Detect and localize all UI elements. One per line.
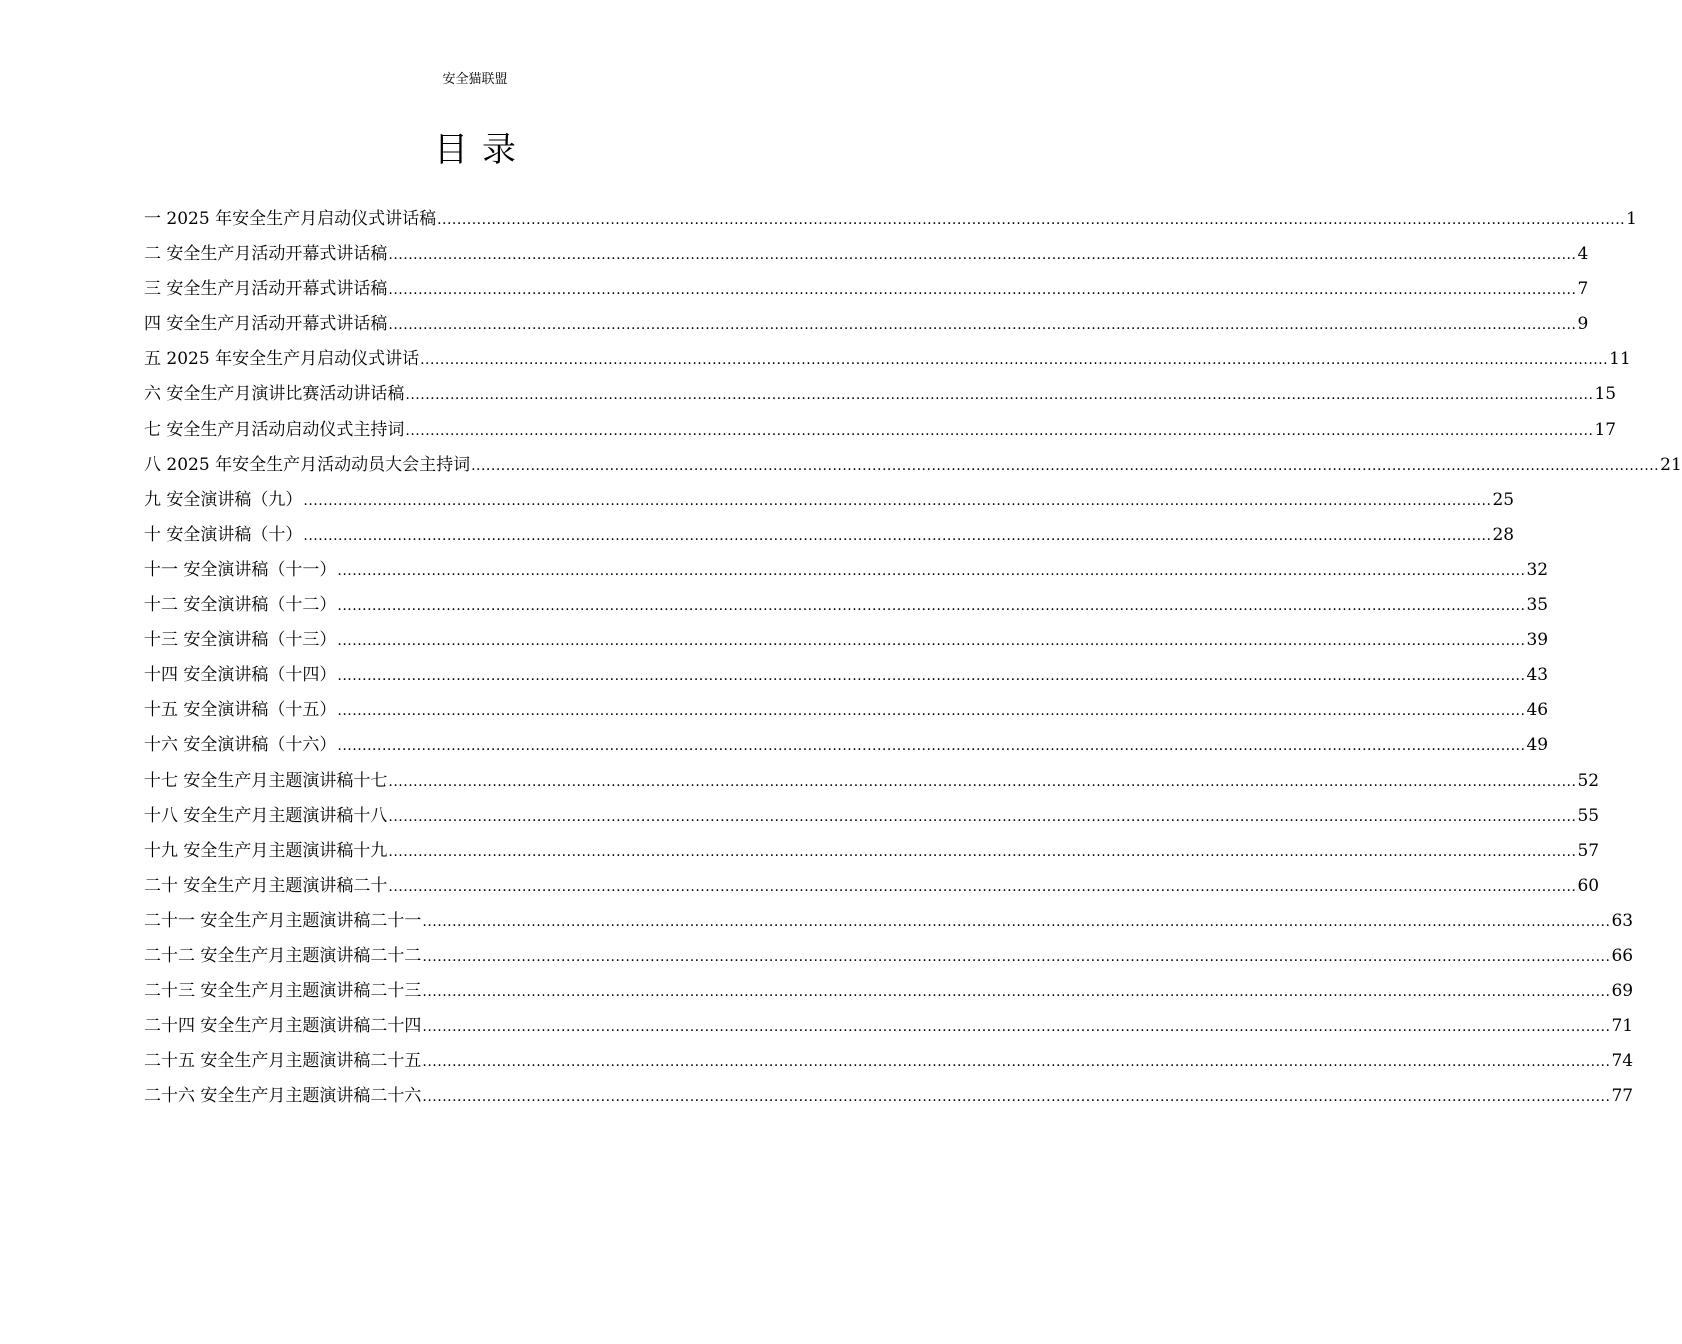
- toc-entry-page: 74: [1611, 1051, 1634, 1072]
- toc-entry[interactable]: [144, 799, 1600, 834]
- toc-entry-page: 55: [1577, 805, 1600, 826]
- toc-entry-label: 十九 安全生产月主题演讲稿十九: [144, 840, 388, 861]
- toc-leader-dots: ................................................................................................................................................................................................................................................: [337, 668, 1526, 685]
- toc-leader-dots: ................................................................................................................................................................................................................................................: [388, 282, 1577, 299]
- toc-entry-page: 4: [1577, 244, 1589, 265]
- toc-entry-label: 二 安全生产月活动开幕式讲话稿: [144, 244, 388, 265]
- toc-entry-page: 57: [1577, 840, 1600, 861]
- toc-entry-page: 71: [1611, 1016, 1634, 1037]
- toc-leader-dots: ................................................................................................................................................................................................................................................: [422, 984, 1611, 1001]
- toc-leader-dots: ................................................................................................................................................................................................................................................: [303, 492, 1492, 509]
- toc-entry-page: 46: [1526, 700, 1549, 721]
- toc-entry-label: 二十 安全生产月主题演讲稿二十: [144, 875, 388, 896]
- toc-entry[interactable]: [144, 377, 1617, 412]
- toc-entry-page: 21: [1660, 454, 1682, 475]
- toc-entry-page: 35: [1526, 595, 1549, 616]
- toc-leader-dots: ................................................................................................................................................................................................................................................: [388, 843, 1577, 860]
- toc-entry[interactable]: [144, 1009, 1634, 1044]
- toc-leader-dots: ................................................................................................................................................................................................................................................: [337, 598, 1526, 615]
- toc-entry-page: 9: [1577, 314, 1589, 335]
- toc-entry[interactable]: [144, 307, 1589, 342]
- toc-leader-dots: ................................................................................................................................................................................................................................................: [471, 457, 1660, 474]
- toc-entry-label: 三 安全生产月活动开幕式讲话稿: [144, 279, 388, 300]
- toc-entry[interactable]: [144, 518, 1515, 553]
- toc-entry[interactable]: [144, 483, 1515, 518]
- toc-entry-label: 八 2025 年安全生产月活动动员大会主持词: [144, 454, 471, 475]
- toc-entry[interactable]: [144, 869, 1600, 904]
- toc-entry-label: 二十四 安全生产月主题演讲稿二十四: [144, 1016, 422, 1037]
- toc-entry-page: 17: [1594, 419, 1617, 440]
- toc-entry-page: 1: [1626, 209, 1637, 229]
- toc-leader-dots: ................................................................................................................................................................................................................................................: [337, 703, 1526, 720]
- toc-leader-dots: ................................................................................................................................................................................................................................................: [405, 387, 1594, 404]
- toc-entry-page: 63: [1611, 910, 1634, 931]
- toc-entry[interactable]: [144, 904, 1634, 939]
- toc-leader-dots: ................................................................................................................................................................................................................................................: [337, 633, 1526, 650]
- toc-entry[interactable]: [144, 342, 1631, 377]
- toc-entry[interactable]: [144, 658, 1549, 693]
- toc-entry[interactable]: [144, 448, 1682, 483]
- toc-leader-dots: ................................................................................................................................................................................................................................................: [388, 317, 1577, 334]
- toc-entry-label: 二十五 安全生产月主题演讲稿二十五: [144, 1051, 422, 1072]
- toc-entry[interactable]: [144, 623, 1549, 658]
- toc-leader-dots: ................................................................................................................................................................................................................................................: [420, 352, 1609, 369]
- toc-entry-label: 九 安全演讲稿（九）: [144, 489, 303, 510]
- toc-entry-page: 49: [1526, 735, 1549, 756]
- toc-entry-label: 二十三 安全生产月主题演讲稿二十三: [144, 981, 422, 1002]
- toc-leader-dots: ................................................................................................................................................................................................................................................: [388, 773, 1577, 790]
- toc-entry-page: 66: [1611, 945, 1634, 966]
- toc-entry-label: 十 安全演讲稿（十）: [144, 524, 303, 545]
- toc-entry-label: 四 安全生产月活动开幕式讲话稿: [144, 314, 388, 335]
- toc-entry[interactable]: [144, 764, 1600, 799]
- toc-entry[interactable]: [144, 202, 1637, 237]
- toc-entry-label: 二十六 安全生产月主题演讲稿二十六: [144, 1086, 422, 1107]
- toc-entry[interactable]: [144, 272, 1589, 307]
- toc-leader-dots: ................................................................................................................................................................................................................................................: [388, 878, 1577, 895]
- toc-entry-page: 11: [1609, 349, 1631, 370]
- toc-entry[interactable]: [144, 588, 1549, 623]
- toc-entry[interactable]: [144, 728, 1549, 763]
- toc-entry-label: 十一 安全演讲稿（十一）: [144, 559, 337, 580]
- toc-leader-dots: ................................................................................................................................................................................................................................................: [422, 1054, 1611, 1071]
- toc-leader-dots: ................................................................................................................................................................................................................................................: [337, 738, 1526, 755]
- toc-entry-label: 十六 安全演讲稿（十六）: [144, 735, 337, 756]
- toc-entry-page: 69: [1611, 981, 1634, 1002]
- toc-entry-label: 十三 安全演讲稿（十三）: [144, 630, 337, 651]
- toc-leader-dots: ................................................................................................................................................................................................................................................: [437, 212, 1626, 228]
- toc-entry[interactable]: [144, 693, 1549, 728]
- table-of-contents: [144, 202, 1682, 1114]
- toc-entry[interactable]: [144, 553, 1549, 588]
- toc-leader-dots: ................................................................................................................................................................................................................................................: [422, 948, 1611, 965]
- toc-entry-label: 十八 安全生产月主题演讲稿十八: [144, 805, 388, 826]
- toc-entry-page: 32: [1526, 559, 1549, 580]
- toc-leader-dots: ................................................................................................................................................................................................................................................: [337, 562, 1526, 579]
- toc-entry[interactable]: [144, 413, 1617, 448]
- toc-entry-label: 十四 安全演讲稿（十四）: [144, 665, 337, 686]
- toc-leader-dots: ................................................................................................................................................................................................................................................: [422, 1019, 1611, 1036]
- toc-entry-page: 43: [1526, 665, 1549, 686]
- toc-entry-label: 七 安全生产月活动启动仪式主持词: [144, 419, 405, 440]
- toc-leader-dots: ................................................................................................................................................................................................................................................: [388, 247, 1577, 264]
- toc-entry-label: 六 安全生产月演讲比赛活动讲话稿: [144, 384, 405, 405]
- toc-entry-label: 十二 安全演讲稿（十二）: [144, 595, 337, 616]
- toc-entry-page: 28: [1492, 524, 1515, 545]
- toc-title: 目录: [434, 130, 530, 170]
- toc-entry-label: 五 2025 年安全生产月启动仪式讲话: [144, 349, 420, 370]
- toc-entry-page: 25: [1492, 489, 1515, 510]
- toc-entry-page: 39: [1526, 630, 1549, 651]
- toc-entry-label: 一 2025 年安全生产月启动仪式讲话稿: [144, 209, 437, 229]
- toc-entry[interactable]: [144, 834, 1600, 869]
- toc-leader-dots: ................................................................................................................................................................................................................................................: [422, 913, 1611, 930]
- toc-leader-dots: ................................................................................................................................................................................................................................................: [303, 527, 1492, 544]
- toc-entry-page: 77: [1611, 1086, 1634, 1107]
- toc-leader-dots: ................................................................................................................................................................................................................................................: [405, 422, 1594, 439]
- page-header: 安全猫联盟: [442, 72, 508, 87]
- toc-entry-label: 十七 安全生产月主题演讲稿十七: [144, 770, 388, 791]
- toc-entry-page: 60: [1577, 875, 1600, 896]
- toc-entry-label: 二十一 安全生产月主题演讲稿二十一: [144, 910, 422, 931]
- toc-entry-page: 15: [1594, 384, 1617, 405]
- toc-entry-page: 7: [1577, 279, 1589, 300]
- toc-entry[interactable]: [144, 1044, 1634, 1079]
- toc-entry[interactable]: [144, 237, 1589, 272]
- toc-entry[interactable]: [144, 1079, 1634, 1114]
- toc-entry[interactable]: [144, 974, 1634, 1009]
- toc-entry[interactable]: [144, 939, 1634, 974]
- toc-entry-label: 二十二 安全生产月主题演讲稿二十二: [144, 945, 422, 966]
- toc-entry-label: 十五 安全演讲稿（十五）: [144, 700, 337, 721]
- toc-leader-dots: ................................................................................................................................................................................................................................................: [422, 1089, 1611, 1106]
- toc-leader-dots: ................................................................................................................................................................................................................................................: [388, 808, 1577, 825]
- toc-entry-page: 52: [1577, 770, 1600, 791]
